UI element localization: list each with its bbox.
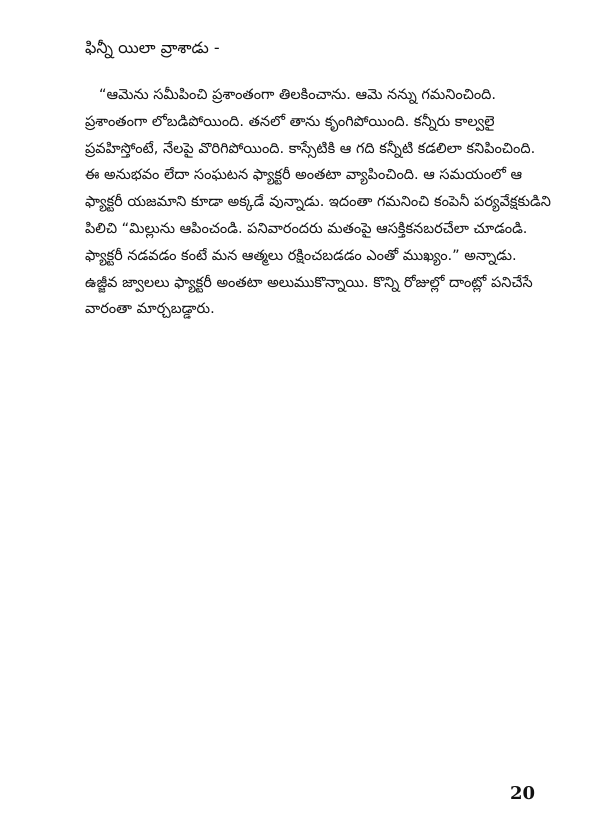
paragraph-line: ఈ అనుభవం లేదా సంఘటన ఫ్యాక్టరీ అంతటా వ్యాపించింది. ఆ సమయంలో ఆ — [85, 167, 523, 184]
paragraph-line: ప్రవహిస్తోంటే, నేలపై వొరిగిపోయింది. కాస్సేటికి ఆ గది కన్నీటి కడలిలా కనిపించింది. — [85, 140, 536, 157]
paragraph-line: “ఆమెను సమీపించి ప్రశాంతంగా తిలకించాను. ఆమె నన్ను గమనించింది. — [99, 87, 497, 103]
paragraph-line: ఫ్యాక్టరీ నడవడం కంటే మన ఆత్మలు రక్షించబడడం ఎంతో ముఖ్యం.” అన్నాడు. — [85, 247, 517, 264]
paragraph-line: ప్రశాంతంగా లోబడిపోయింది. తనలో తాను కృంగిపోయింది. కన్నీరు కాల్వలై — [85, 113, 495, 130]
section-heading: ఫిన్నీ యిలా వ్రాశాడు - — [85, 38, 220, 57]
paragraph-line: వారంతా మార్చబడ్డారు. — [85, 301, 215, 318]
page-number: 20 — [510, 783, 536, 804]
paragraph-line: ఉజ్జీవ జ్వాలలు ఫ్యాక్టరీ అంతటా అలుముకొన్నాయి. కొన్ని రోజుల్లో దాంట్లో పనిచేసే — [85, 274, 533, 291]
paragraph-line: పిలిచి “మిల్లును ఆపించండి. పనివారందరు మతంపై ఆసక్తికనబరచేలా చూడండి. — [85, 220, 528, 237]
paragraph-line: ఫ్యాక్టరీ యజమాని కూడా అక్కడే వున్నాడు. ఇదంతా గమనించి కంపెనీ పర్యవేక్షకుడిని — [85, 194, 551, 211]
body-paragraph — [85, 82, 555, 323]
